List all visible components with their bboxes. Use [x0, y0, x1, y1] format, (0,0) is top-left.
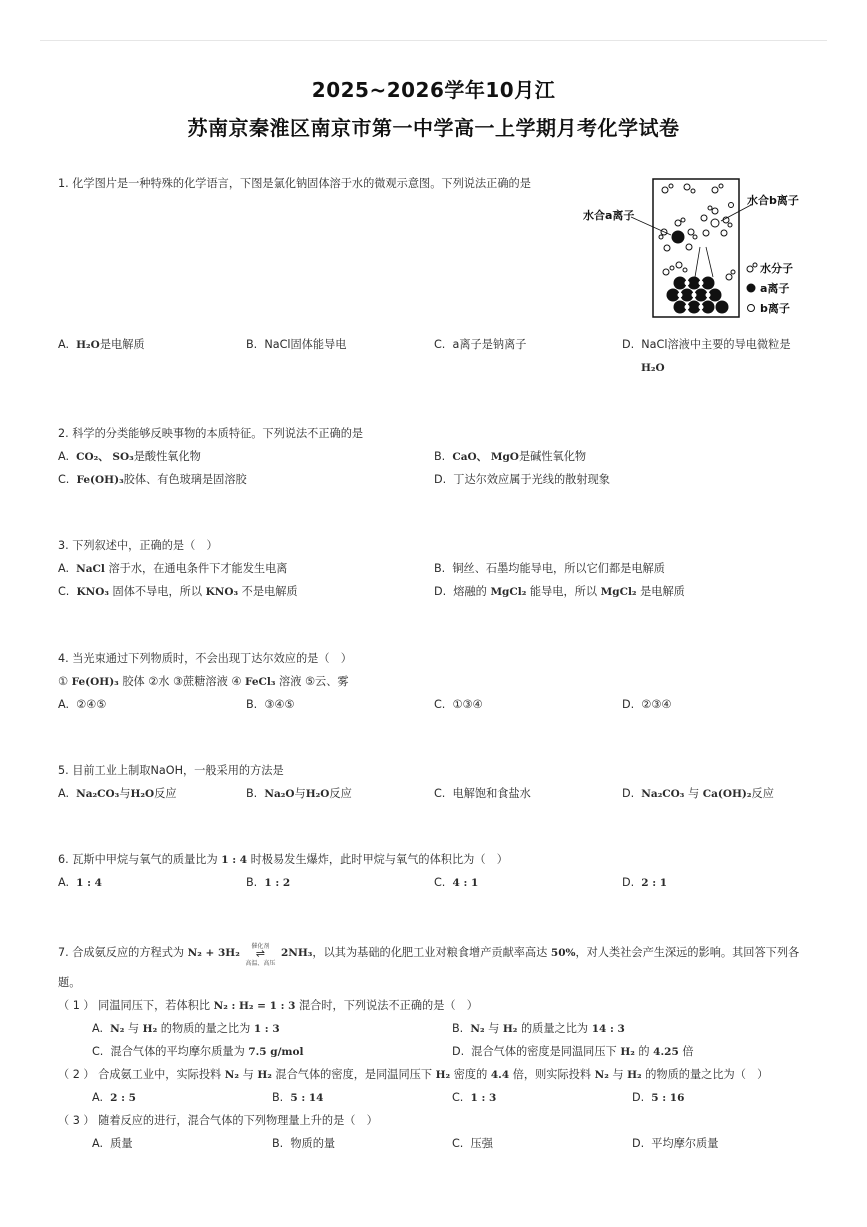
option-text: B.: [452, 1022, 464, 1035]
option-text: A.: [92, 1022, 104, 1035]
option-text: 是电解质: [640, 585, 685, 598]
option-text: （ 1 ） 同温同压下，若体积比: [58, 999, 211, 1012]
option-text: A.: [58, 338, 70, 351]
q7-sub3-option-a[interactable]: [92, 1136, 133, 1152]
formula-text: 5 : 14: [290, 1092, 324, 1104]
option-text: B.: [246, 338, 258, 351]
q7-stem-line2: 题。: [58, 976, 81, 989]
q3-option-d[interactable]: [434, 584, 685, 600]
q4-stem: 4. 当光束通过下列物质时，不会出现丁达尔效应的是（ ）: [58, 652, 352, 665]
q7-sub1-option-b[interactable]: [452, 1021, 625, 1037]
formula-text: N₂ + 3H₂: [187, 947, 240, 959]
formula-text: N₂: [594, 1069, 609, 1081]
option-text: C.: [434, 338, 446, 351]
option-text: 胶体、有色玻璃是固溶胶: [123, 473, 247, 486]
q6-option-c[interactable]: [434, 875, 478, 891]
option-text: C.: [434, 787, 446, 800]
formula-text: N₂: [110, 1023, 125, 1035]
option-text: C.: [92, 1045, 104, 1058]
formula-text: Na₂O: [264, 788, 295, 800]
q5-option-b[interactable]: [246, 786, 352, 802]
option-text: ，以其为基础的化肥工业对粮食增产贡献率高达: [312, 946, 548, 959]
option-text: （ 2 ） 合成氨工业中，实际投料: [58, 1068, 222, 1081]
option-text: 是酸性氧化物: [133, 450, 201, 463]
option-text: 压强: [470, 1137, 493, 1150]
option-text: 混合时，下列说法不正确的是（ ）: [298, 999, 478, 1012]
option-text: 与: [687, 787, 700, 800]
option-text: 倍: [682, 1045, 694, 1058]
q7-sub3-option-d[interactable]: [632, 1136, 718, 1152]
option-text: B.: [246, 876, 258, 889]
formula-text: CO₂、 SO₃: [76, 451, 134, 463]
option-text: A.: [58, 698, 70, 711]
q7-sub1-option-c[interactable]: [92, 1044, 304, 1060]
formula-text: FeCl₃: [244, 676, 276, 688]
option-text: 与: [612, 1068, 624, 1081]
formula-text: 1 : 4: [221, 854, 248, 866]
q7-sub1-option-d[interactable]: [452, 1044, 694, 1060]
formula-text: N₂ : H₂ = 1 : 3: [213, 1000, 296, 1012]
q2-stem: 2. 科学的分类能够反映事物的本质特征。下列说法不正确的是: [58, 427, 364, 440]
formula-text: Fe(OH)₃: [71, 676, 119, 688]
option-text: 物质的量: [290, 1137, 336, 1150]
formula-text: 1 : 3: [470, 1092, 497, 1104]
option-text: 7. 合成氨反应的方程式为: [58, 946, 185, 959]
option-text: 与: [127, 1022, 140, 1035]
q2-option-a[interactable]: [58, 449, 201, 465]
option-text: ③④⑤: [264, 698, 295, 711]
option-text: B.: [434, 562, 446, 575]
legend-b-ion: b离子: [760, 302, 790, 315]
formula-text: H₂O: [76, 339, 100, 351]
option-text: D.: [434, 473, 447, 486]
formula-text: 4.25: [653, 1046, 679, 1058]
q4-items: [58, 674, 349, 690]
q7-sub3-option-b[interactable]: [272, 1136, 335, 1152]
formula-text: Na₂CO₃: [641, 788, 685, 800]
formula-text: 1 : 3: [253, 1023, 280, 1035]
formula-text: 2NH₃: [280, 947, 313, 959]
option-text: A.: [92, 1091, 104, 1104]
option-text: D.: [632, 1091, 645, 1104]
q7-sub2-option-a[interactable]: [92, 1090, 136, 1106]
formula-text: Fe(OH)₃: [76, 474, 124, 486]
q7-sub2-stem: [58, 1067, 768, 1083]
formula-text: H₂O: [305, 788, 330, 800]
q2-option-b[interactable]: [434, 449, 586, 465]
q2-option-c[interactable]: [58, 472, 247, 488]
option-text: NaCl溶液中主要的导电微粒是: [641, 338, 791, 351]
option-text: B.: [272, 1091, 284, 1104]
page-title-line1: 2025~2026学年10月江: [311, 78, 556, 102]
option-text: A.: [58, 562, 70, 575]
option-text: D.: [434, 585, 447, 598]
option-text: A.: [58, 876, 70, 889]
option-text: 与: [242, 1068, 254, 1081]
formula-text: 7.5 g/mol: [248, 1046, 304, 1058]
formula-text: H₂: [620, 1046, 635, 1058]
formula-text: Ca(OH)₂: [702, 788, 752, 800]
option-text: A.: [92, 1137, 104, 1150]
q3-option-a[interactable]: [58, 561, 287, 577]
formula-text: H₂: [627, 1069, 642, 1081]
formula-text: 5 : 16: [651, 1092, 685, 1104]
q3-stem: 3. 下列叙述中，正确的是（ ）: [58, 539, 218, 552]
option-text: 丁达尔效应属于光线的散射现象: [453, 473, 610, 486]
q5-option-c[interactable]: [434, 786, 531, 802]
q7-sub2-option-d[interactable]: [632, 1090, 684, 1106]
option-text: C.: [58, 585, 70, 598]
formula-text: H₂: [502, 1023, 518, 1035]
formula-text: CaO、 MgO: [452, 451, 519, 463]
option-text: 的质量之比为: [520, 1022, 589, 1035]
option-text: 混合气体的密度，是同温同压下: [275, 1068, 433, 1081]
q7-sub1-stem: [58, 998, 478, 1014]
option-text: B.: [434, 450, 446, 463]
q7-sub2-option-c[interactable]: [452, 1090, 496, 1106]
option-text: 的物质的量之比为（ ）: [645, 1068, 769, 1081]
q1-option-d[interactable]: [622, 337, 791, 353]
option-text: ⇌: [255, 947, 265, 960]
option-text: 反应: [751, 787, 774, 800]
nacl-dissolution-diagram: [583, 177, 813, 322]
option-text: 能导电，所以: [529, 585, 598, 598]
formula-text: 4.4: [490, 1069, 510, 1081]
q4-option-b[interactable]: [246, 697, 294, 713]
label-hydrated-b: 水合b离子: [747, 194, 799, 207]
option-text: A.: [58, 450, 70, 463]
q1-stem: 1. 化学图片是一种特殊的化学语言，下图是氯化钠固体溶于水的微观示意图。下列说法正确的是: [58, 177, 531, 190]
label-hydrated-a: 水合a离子: [583, 209, 635, 222]
q5-option-d[interactable]: [622, 786, 774, 802]
q4-option-c[interactable]: [434, 697, 483, 713]
option-text: ①: [58, 675, 69, 688]
q6-option-d[interactable]: [622, 875, 667, 891]
option-text: B.: [272, 1137, 284, 1150]
formula-text: 4 : 1: [452, 877, 479, 889]
option-text: 混合气体的平均摩尔质量为: [110, 1045, 245, 1058]
q1-option-c[interactable]: [434, 337, 526, 353]
formula-text: 14 : 3: [591, 1023, 625, 1035]
option-text: 熔融的: [453, 585, 487, 598]
option-text: A.: [58, 787, 70, 800]
option-text: D.: [622, 338, 635, 351]
option-text: 铜丝、石墨均能导电，所以它们都是电解质: [452, 562, 665, 575]
q7-stem: [58, 943, 800, 967]
formula-text: 1 : 4: [76, 877, 102, 889]
option-text: 与: [294, 787, 306, 800]
option-text: 是碱性氧化物: [518, 450, 587, 463]
option-text: 倍，则实际投料: [512, 1068, 592, 1081]
option-text: B.: [246, 698, 258, 711]
option-text: 溶于水，在通电条件下才能发生电离: [108, 562, 288, 575]
option-text: 平均摩尔质量: [651, 1137, 719, 1150]
option-text: C.: [58, 473, 70, 486]
q5-option-a[interactable]: [58, 786, 177, 802]
option-text: C.: [434, 698, 446, 711]
q7-sub1-option-a[interactable]: [92, 1021, 280, 1037]
q1-option-d-formula: [641, 360, 665, 376]
option-text: C.: [434, 876, 446, 889]
formula-text: N₂: [224, 1069, 239, 1081]
q5-stem: 5. 目前工业上制取NaOH，一般采用的方法是: [58, 764, 284, 777]
option-text: B.: [246, 787, 258, 800]
formula-text: N₂: [470, 1023, 485, 1035]
option-text: 不是电解质: [241, 585, 298, 598]
q2-option-d[interactable]: [434, 472, 610, 488]
option-text: 与: [119, 787, 131, 800]
option-text: 6. 瓦斯中甲烷与氧气的质量比为: [58, 853, 218, 866]
formula-text: Na₂CO₃: [76, 788, 120, 800]
option-text: D.: [622, 698, 635, 711]
q7-sub3-stem: （ 3 ） 随着反应的进行，混合气体的下列物理量上升的是（ ）: [58, 1114, 378, 1127]
option-text: 反应: [154, 787, 177, 800]
q6-option-b[interactable]: [246, 875, 290, 891]
formula-text: 2 : 1: [641, 877, 668, 889]
q1-option-a[interactable]: [58, 337, 145, 353]
formula-text: H₂: [435, 1069, 451, 1081]
option-text: D.: [622, 876, 635, 889]
legend-water: 水分子: [760, 262, 793, 275]
q7-sub2-option-b[interactable]: [272, 1090, 323, 1106]
q6-option-a[interactable]: [58, 875, 102, 891]
q3-option-c[interactable]: [58, 584, 298, 600]
option-text: 时极易发生爆炸，此时甲烷与氧气的体积比为（ ）: [250, 853, 508, 866]
option-text: 固体不导电，所以: [112, 585, 203, 598]
option-text: 与: [488, 1022, 500, 1035]
option-text: 的物质的量之比为: [160, 1022, 251, 1035]
q3-option-b[interactable]: [434, 561, 665, 577]
option-text: NaCl固体能导电: [264, 338, 347, 351]
formula-text: H₂O: [641, 362, 665, 374]
q6-stem: [58, 852, 508, 868]
equilibrium-arrow: [243, 943, 277, 967]
option-text: C.: [452, 1091, 464, 1104]
option-text: D.: [632, 1137, 645, 1150]
formula-text: KNO₃: [76, 586, 109, 598]
formula-text: MgCl₂: [600, 586, 637, 598]
option-text: 反应: [329, 787, 352, 800]
formula-text: KNO₃: [205, 586, 239, 598]
option-text: 的: [638, 1045, 650, 1058]
q7-sub3-option-c[interactable]: [452, 1136, 493, 1152]
top-divider: [40, 40, 827, 41]
option-text: ②④⑤: [76, 698, 107, 711]
legend-a-ion: a离子: [760, 282, 790, 295]
q4-option-a[interactable]: [58, 697, 106, 713]
q4-option-d[interactable]: [622, 697, 671, 713]
option-text: D.: [622, 787, 635, 800]
q1-option-b[interactable]: [246, 337, 346, 353]
formula-text: H₂: [257, 1069, 272, 1081]
page-title-line2: 苏南京秦淮区南京市第一中学高一上学期月考化学试卷: [187, 116, 680, 140]
option-text: C.: [452, 1137, 464, 1150]
formula-text: NaCl: [76, 563, 105, 575]
option-text: ，对人类社会产生深远的影响。其回答下列各: [575, 946, 800, 959]
option-text: 高温、高压: [245, 960, 276, 967]
option-text: a离子是钠离子: [452, 338, 527, 351]
formula-text: H₂O: [130, 788, 155, 800]
option-text: 密度的: [453, 1068, 488, 1081]
formula-text: 1 : 2: [264, 877, 291, 889]
formula-text: MgCl₂: [490, 586, 527, 598]
option-text: 溶液 ⑤云、雾: [279, 675, 349, 688]
option-text: ①③④: [452, 698, 483, 711]
option-text: 胶体 ②水 ③蔗糖溶液 ④: [122, 675, 242, 688]
option-text: 电解饱和食盐水: [452, 787, 531, 800]
formula-text: 2 : 5: [110, 1092, 136, 1104]
option-text: ②③④: [641, 698, 672, 711]
option-text: 催化剂: [251, 943, 270, 950]
formula-text: 50%: [550, 947, 576, 959]
option-text: 混合气体的密度是同温同压下: [471, 1045, 617, 1058]
formula-text: H₂: [142, 1023, 158, 1035]
option-text: 是电解质: [99, 338, 145, 351]
option-text: 质量: [110, 1137, 133, 1150]
option-text: D.: [452, 1045, 465, 1058]
